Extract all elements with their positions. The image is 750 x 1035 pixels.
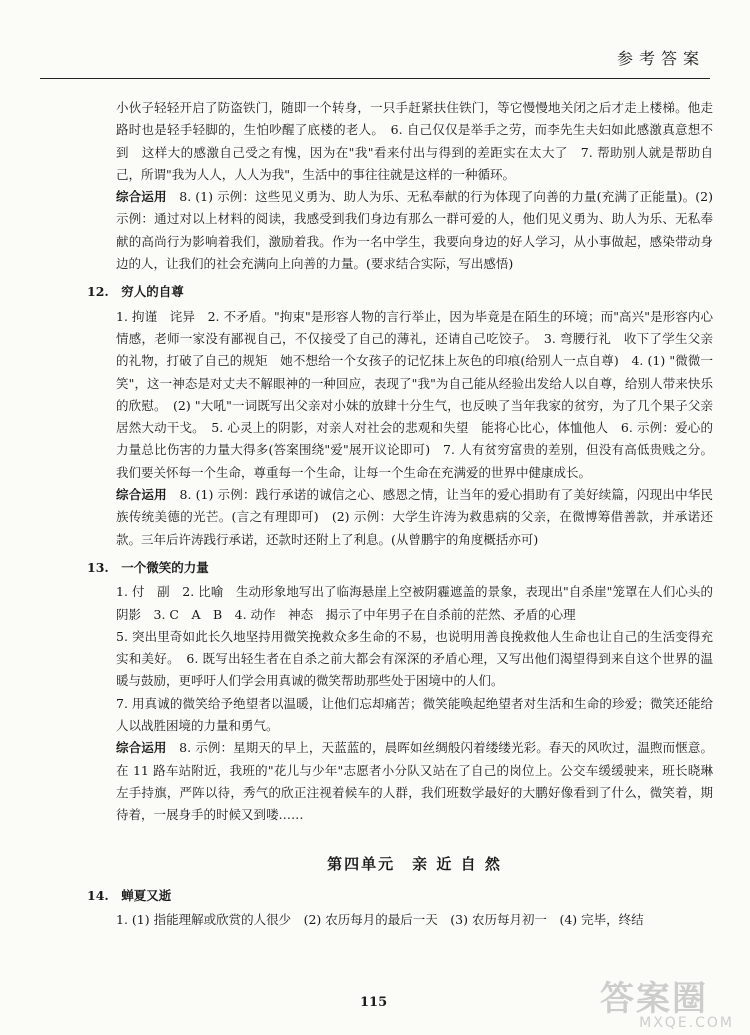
header-title: 参考答案 [616,49,705,68]
apply-text: 8. 示例：星期天的早上，天蓝蓝的，晨晖如丝绸般闪着缕缕光彩。春天的风吹过，温煦而惬意。在 11 路车站附近，我班的"花儿与少年"志愿者小分队又站在了自己的岗位上。公交车缓缓驶来，班长晓琳左手持旗，严阵以待，秀气的欣正注视着候车的人群，我们班数学最好的大鹏好像看到了什么，微笑着，期待着，一展身手的时候又到喽…… [116,740,713,823]
section-12-heading: 12. 穷人的自尊 [87,284,184,300]
intro-apply [116,186,713,275]
header-rule [40,78,710,79]
apply-text: 8. (1) 示例：这些见义勇为、助人为乐、无私奉献的行为体现了向善的力量(充满了正能量)。(2) 示例：通过对以上材料的阅读，我感受到我们身边有那么一群可爱的人，他们见义勇为、助人为乐、无私奉献的高尚行为影响着我们，激励着我。作为一名中学生，我要向身边的好人学习，从小事做起，感染带动身边的人，让我们的社会充满向上向善的力量。(要求结合实际，写出感悟) [116,189,713,272]
watermark-main: 答案圈 [600,979,708,1019]
section-13-item: 5. 突出里奇如此长久地坚持用微笑挽救众多生命的不易，也说明用善良挽救他人生命也让自己的生活变得充实和美好。 6. 既写出轻生者在自杀之前大都会有深深的矛盾心理，又写出他们渴望得到来自这个世界的温暖与鼓励，更呼吁人们学会用真诚的微笑帮助那些处于困境中的人们。 [116,628,713,689]
watermark-logo [600,971,740,1031]
section-13-item: 7. 用真诚的微笑给予绝望者以温暖，让他们忘却痛苦；微笑能唤起绝望者对生活和生命的珍爱；微笑还能给人以战胜困境的力量和勇气。 [116,695,713,734]
section-12-body: 1. 拘谨 诧异 2. 不矛盾。"拘束"是形容人物的言行举止，因为毕竟是在陌生的环境；而"高兴"是形容内心情感，老师一家没有鄙视自己，不仅接受了自己的薄礼，还请自己吃饺子。 3. 弯腰行礼 收下了学生父亲的礼物，打破了自己的规矩 她不想给一个女孩子的记忆抹上灰色的印痕(给别人一点自尊) 4. (1) "微微一笑"，这一神态是对丈夫不解眼神的一种回应，表现了"我"为自己能从经验出发给人以自尊，给别人带来快乐的欣慰。 (2) "大吼"一词既写出父亲对小妹的放肆十分生气，也反映了当年我家的贫穷，为了几个果子父亲居然大动干戈。 5. 心灵上的阴影，对亲人对社会的悲观和失望 能将心比心，体恤他人 6. 示例：爱心的力量总比伤害的力量大得多(答案围绕"爱"展开议论即可) 7. 人有贫穷富贵的差别，但没有高低贵贱之分。我们要关怀每一个生命，尊重每一个生命，让每一个生命在充满爱的世界中健康成长。 [116,308,713,480]
section-13-apply [116,737,713,826]
apply-label: 综合运用 [116,189,167,205]
section-12-apply [116,484,713,551]
intro-paragraph: 小伙子轻轻开启了防盗铁门，随即一个转身，一只手赶紧扶住铁门，等它慢慢地关闭之后才走上楼梯。他走路时也是轻手轻脚的，生怕吵醒了底楼的老人。 6. 自己仅仅是举手之劳，而李先生夫妇如此感激真意想不到 这样大的感激自己受之有愧，因为在"我"看来付出与得到的差距实在太大了 7. 帮助别人就是帮助自己，所谓"我为人人，人人为我"，生活中的事往往就是这样的一种循环。 [116,100,713,182]
apply-label: 综合运用 [116,740,167,756]
answer-content [87,97,713,931]
section-13-heading: 13. 一个微笑的力量 [87,559,209,575]
page-number: 115 [360,995,388,1010]
apply-text: 8. (1) 示例：践行承诺的诚信之心、感恩之情，让当年的爱心捐助有了美好续篇，闪现出中华民族传统美德的光芒。(言之有理即可) (2) 示例：大学生许涛为救患病的父亲，在微博筹借善款，并承诺还款。三年后许涛践行承诺，还款时还附上了利息。(从曾鹏宇的角度概括亦可) [116,487,713,547]
watermark-sub: MXQE.COM [639,1015,734,1031]
section-13-item: 1. 付 副 2. 比喻 生动形象地写出了临海悬崖上空被阴霾遮盖的景象，表现出"自杀崖"笼罩在人们心头的阴影 3. C A B 4. 动作 神态 揭示了中年男子在自杀前的茫然、矛盾的心理 [116,584,713,622]
apply-label: 综合运用 [116,487,167,503]
section-14-body: 1. (1) 指能理解或欣赏的人很少 (2) 农历每月的最后一天 (3) 农历每月初一 (4) 完毕，终结 [116,912,644,928]
unit-title: 第四单元 亲 近 自 然 [327,854,502,873]
section-14-heading: 14. 蝉夏又逝 [87,887,172,903]
